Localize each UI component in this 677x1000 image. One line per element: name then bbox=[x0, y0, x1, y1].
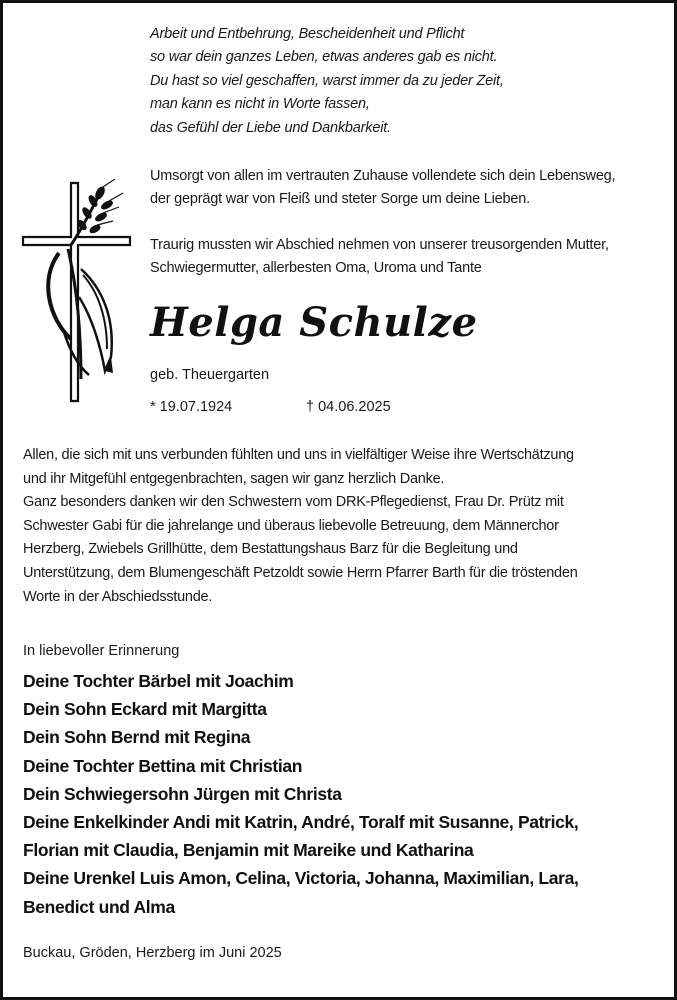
thanks-line: Unterstützung, dem Blumengeschäft Petzoldt sowie Herrn Pfarrer Barth für die tröstenden bbox=[23, 564, 578, 581]
thanks-line: Worte in der Abschiedsstunde. bbox=[23, 588, 213, 605]
thanks-line: Allen, die sich mit uns verbunden fühlten und uns in vielfältiger Weise ihre Wertschätzung bbox=[23, 447, 574, 463]
mourner-line: Deine Urenkel Luis Amon, Celina, Victoria, Johanna, Maximilian, Lara, bbox=[23, 868, 579, 889]
poem-line: man kann es nicht in Worte fassen, bbox=[150, 96, 370, 113]
mourner-line: Deine Enkelkinder Andi mit Katrin, André, Toralf mit Susanne, Patrick, bbox=[23, 812, 579, 833]
place-date: Buckau, Gröden, Herzberg im Juni 2025 bbox=[23, 945, 282, 961]
death-date: † 04.06.2025 bbox=[306, 399, 391, 415]
thanks-line: Schwester Gabi für die jahrelange und überaus liebevolle Betreuung, dem Männerchor bbox=[23, 517, 559, 534]
thanks-line: und ihr Mitgefühl entgegenbrachten, sagen wir ganz herzlich Danke. bbox=[23, 470, 445, 487]
thanks-text bbox=[23, 444, 663, 609]
cross-with-wheat-icon bbox=[19, 179, 135, 405]
intro-line: Umsorgt von allen im vertrauten Zuhause vollendete sich dein Lebensweg, bbox=[150, 168, 616, 184]
mourners-list bbox=[23, 667, 663, 921]
maiden-name: geb. Theuergarten bbox=[150, 367, 270, 383]
poem-line: so war dein ganzes Leben, etwas anderes gab es nicht. bbox=[150, 49, 498, 66]
poem-line: Arbeit und Entbehrung, Bescheidenheit und Pflicht bbox=[150, 26, 465, 42]
intro-text bbox=[150, 165, 662, 281]
birth-date: * 19.07.1924 bbox=[150, 399, 233, 415]
poem-line: das Gefühl der Liebe und Dankbarkeit. bbox=[150, 119, 391, 136]
mourner-line: Benedict und Alma bbox=[23, 896, 175, 917]
mourner-line: Florian mit Claudia, Benjamin mit Mareike und Katharina bbox=[23, 840, 474, 861]
thanks-line: Herzberg, Zwiebels Grillhütte, dem Bestattungshaus Barz für die Begleitung und bbox=[23, 541, 518, 558]
mourner-line: Deine Tochter Bärbel mit Joachim bbox=[23, 671, 294, 691]
poem bbox=[150, 23, 660, 140]
mourner-line: Deine Tochter Bettina mit Christian bbox=[23, 755, 303, 776]
memory-intro: In liebevoller Erinnerung bbox=[23, 643, 180, 659]
mourner-line: Dein Sohn Eckard mit Margitta bbox=[23, 699, 267, 720]
intro-line: der geprägt war von Fleiß und steter Sorge um deine Lieben. bbox=[150, 191, 530, 208]
mourner-line: Dein Schwiegersohn Jürgen mit Christa bbox=[23, 783, 342, 804]
intro-line: Schwiegermutter, allerbesten Oma, Uroma und Tante bbox=[150, 260, 482, 277]
mourner-line: Dein Sohn Bernd mit Regina bbox=[23, 727, 251, 748]
poem-line: Du hast so viel geschaffen, warst immer da zu jeder Zeit, bbox=[150, 72, 504, 89]
deceased-name: Helga Schulze bbox=[150, 299, 478, 346]
thanks-line: Ganz besonders danken wir den Schwestern vom DRK-Pflegedienst, Frau Dr. Prütz mit bbox=[23, 494, 564, 511]
intro-line: Traurig mussten wir Abschied nehmen von unserer treusorgenden Mutter, bbox=[150, 236, 609, 253]
